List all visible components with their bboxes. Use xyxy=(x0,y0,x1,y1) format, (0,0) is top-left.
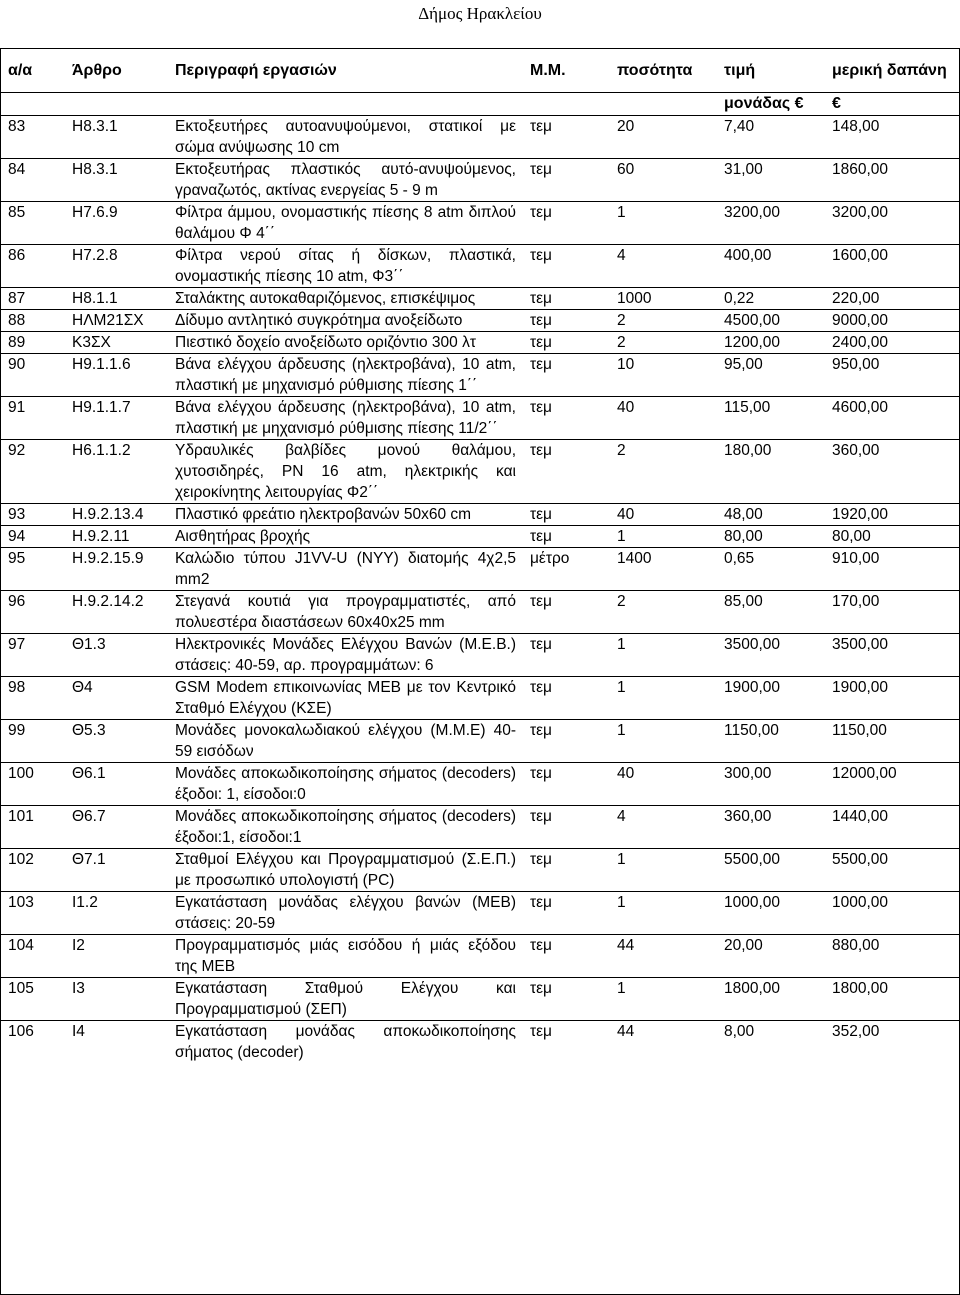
col-header-subtotal: μερική δαπάνη xyxy=(824,48,960,93)
table-row xyxy=(0,892,960,935)
unit-price-cell: 31,00 xyxy=(716,159,824,202)
row-number-cell: 89 xyxy=(0,332,64,354)
unit-price-cell: 7,40 xyxy=(716,116,824,159)
subtotal-cell: 5500,00 xyxy=(824,849,960,892)
article-code-cell: Η.9.2.13.4 xyxy=(64,504,167,526)
unit-of-measure-cell: τεμ xyxy=(522,159,609,202)
unit-of-measure-cell: τεμ xyxy=(522,354,609,397)
unit-of-measure-cell: τεμ xyxy=(522,332,609,354)
unit-of-measure-cell: τεμ xyxy=(522,397,609,440)
cost-table-container xyxy=(0,48,960,1063)
subtotal-cell: 880,00 xyxy=(824,935,960,978)
table-row xyxy=(0,310,960,332)
quantity-cell: 40 xyxy=(609,504,716,526)
unit-price-cell: 180,00 xyxy=(716,440,824,504)
table-row xyxy=(0,978,960,1021)
unit-of-measure-cell: τεμ xyxy=(522,288,609,310)
subtotal-cell: 1800,00 xyxy=(824,978,960,1021)
row-number-cell: 97 xyxy=(0,634,64,677)
quantity-cell: 1000 xyxy=(609,288,716,310)
article-code-cell: Ι2 xyxy=(64,935,167,978)
unit-of-measure-cell: τεμ xyxy=(522,202,609,245)
article-code-cell: Θ6.1 xyxy=(64,763,167,806)
quantity-cell: 40 xyxy=(609,397,716,440)
subtotal-cell: 910,00 xyxy=(824,548,960,591)
description-cell: Ηλεκτρονικές Μονάδες Ελέγχου Βανών (Μ.Ε.Β.) στάσεις: 40-59, αρ. προγραμμάτων: 6 xyxy=(167,634,522,677)
article-code-cell: Η8.3.1 xyxy=(64,159,167,202)
col-header-quantity: ποσότητα xyxy=(609,48,716,93)
unit-price-cell: 1900,00 xyxy=(716,677,824,720)
description-cell: Πιεστικό δοχείο ανοξείδωτο οριζόντιο 300 λτ xyxy=(167,332,522,354)
quantity-cell: 4 xyxy=(609,245,716,288)
article-code-cell: Θ5.3 xyxy=(64,720,167,763)
table-row xyxy=(0,332,960,354)
subtotal-cell: 1000,00 xyxy=(824,892,960,935)
quantity-cell: 1400 xyxy=(609,548,716,591)
subtotal-cell: 1900,00 xyxy=(824,677,960,720)
unit-price-cell: 300,00 xyxy=(716,763,824,806)
col-header-aa: α/α xyxy=(0,48,64,93)
subtotal-cell: 360,00 xyxy=(824,440,960,504)
table-row xyxy=(0,763,960,806)
subtotal-cell: 80,00 xyxy=(824,526,960,548)
table-row xyxy=(0,504,960,526)
unit-price-cell: 1200,00 xyxy=(716,332,824,354)
unit-price-cell: 400,00 xyxy=(716,245,824,288)
row-number-cell: 83 xyxy=(0,116,64,159)
description-cell: Υδραυλικές βαλβίδες μονού θαλάμου, χυτοσιδηρές, PN 16 atm, ηλεκτρικής και χειροκίνητης λειτουργίας Φ2΄΄ xyxy=(167,440,522,504)
subtotal-cell: 148,00 xyxy=(824,116,960,159)
subtotal-cell: 1860,00 xyxy=(824,159,960,202)
unit-price-cell: 20,00 xyxy=(716,935,824,978)
description-cell: Εκτοξευτήρας πλαστικός αυτό-ανυψούμενος, γραναζωτός, ακτίνας ενεργείας 5 - 9 m xyxy=(167,159,522,202)
table-row xyxy=(0,935,960,978)
row-number-cell: 92 xyxy=(0,440,64,504)
row-number-cell: 103 xyxy=(0,892,64,935)
quantity-cell: 1 xyxy=(609,720,716,763)
description-cell: Εγκατάσταση Σταθμού Ελέγχου και Προγραμματισμού (ΣΕΠ) xyxy=(167,978,522,1021)
quantity-cell: 1 xyxy=(609,526,716,548)
row-number-cell: 99 xyxy=(0,720,64,763)
table-row xyxy=(0,634,960,677)
table-row xyxy=(0,677,960,720)
unit-of-measure-cell: τεμ xyxy=(522,440,609,504)
article-code-cell: Η.9.2.15.9 xyxy=(64,548,167,591)
description-cell: Σταλάκτης αυτοκαθαριζόμενος, επισκέψιμος xyxy=(167,288,522,310)
article-code-cell: Η9.1.1.7 xyxy=(64,397,167,440)
article-code-cell: Η7.2.8 xyxy=(64,245,167,288)
col-header-price: τιμή xyxy=(716,48,824,93)
description-cell: Αισθητήρας βροχής xyxy=(167,526,522,548)
unit-price-cell: 0,65 xyxy=(716,548,824,591)
description-cell: Προγραμματισμός μιάς εισόδου ή μιάς εξόδου της ΜΕΒ xyxy=(167,935,522,978)
unit-of-measure-cell: μέτρο xyxy=(522,548,609,591)
row-number-cell: 94 xyxy=(0,526,64,548)
table-row xyxy=(0,354,960,397)
unit-price-cell: 360,00 xyxy=(716,806,824,849)
row-number-cell: 91 xyxy=(0,397,64,440)
unit-price-cell: 3500,00 xyxy=(716,634,824,677)
unit-price-cell: 0,22 xyxy=(716,288,824,310)
article-code-cell: Θ6.7 xyxy=(64,806,167,849)
col-header-unit: Μ.Μ. xyxy=(522,48,609,93)
description-cell: Μονάδες αποκωδικοποίησης σήματος (decoders) έξοδοι: 1, είσοδοι:0 xyxy=(167,763,522,806)
quantity-cell: 20 xyxy=(609,116,716,159)
row-number-cell: 98 xyxy=(0,677,64,720)
article-code-cell: Κ3ΣΧ xyxy=(64,332,167,354)
table-row xyxy=(0,159,960,202)
article-code-cell: Η9.1.1.6 xyxy=(64,354,167,397)
table-row xyxy=(0,849,960,892)
row-number-cell: 93 xyxy=(0,504,64,526)
unit-of-measure-cell: τεμ xyxy=(522,526,609,548)
table-row xyxy=(0,288,960,310)
description-cell: Στεγανά κουτιά για προγραμματιστές, από πολυεστέρα διαστάσεων 60x40x25 mm xyxy=(167,591,522,634)
description-cell: Καλώδιο τύπου J1VV-U (NYY) διατομής 4χ2,5 mm2 xyxy=(167,548,522,591)
description-cell: Φίλτρα νερού σίτας ή δίσκων, πλαστικά, ονομαστικής πίεσης 10 atm, Φ3΄΄ xyxy=(167,245,522,288)
table-row xyxy=(0,440,960,504)
unit-price-cell: 5500,00 xyxy=(716,849,824,892)
description-cell: Εγκατάσταση μονάδας αποκωδικοποίησης σήματος (decoder) xyxy=(167,1021,522,1064)
unit-of-measure-cell: τεμ xyxy=(522,591,609,634)
unit-of-measure-cell: τεμ xyxy=(522,806,609,849)
table-row xyxy=(0,591,960,634)
quantity-cell: 1 xyxy=(609,677,716,720)
unit-price-cell: 1800,00 xyxy=(716,978,824,1021)
unit-of-measure-cell: τεμ xyxy=(522,849,609,892)
unit-of-measure-cell: τεμ xyxy=(522,310,609,332)
unit-price-cell: 1000,00 xyxy=(716,892,824,935)
subtotal-cell: 2400,00 xyxy=(824,332,960,354)
article-code-cell: Η7.6.9 xyxy=(64,202,167,245)
subtotal-cell: 220,00 xyxy=(824,288,960,310)
unit-price-caption: μονάδας € xyxy=(716,93,824,116)
cost-table xyxy=(0,48,960,1063)
row-number-cell: 106 xyxy=(0,1021,64,1064)
description-cell: Μονάδες μονοκαλωδιακού ελέγχου (Μ.Μ.Ε) 40-59 εισόδων xyxy=(167,720,522,763)
row-number-cell: 84 xyxy=(0,159,64,202)
subtotal-cell: 4600,00 xyxy=(824,397,960,440)
row-number-cell: 95 xyxy=(0,548,64,591)
unit-of-measure-cell: τεμ xyxy=(522,1021,609,1064)
quantity-cell: 2 xyxy=(609,332,716,354)
unit-price-cell: 48,00 xyxy=(716,504,824,526)
subtotal-cell: 1150,00 xyxy=(824,720,960,763)
table-subheader-row xyxy=(0,93,960,116)
quantity-cell: 1 xyxy=(609,978,716,1021)
quantity-cell: 44 xyxy=(609,1021,716,1064)
row-number-cell: 101 xyxy=(0,806,64,849)
description-cell: Σταθμοί Ελέγχου και Προγραμματισμού (Σ.Ε.Π.) με προσωπικό υπολογιστή (PC) xyxy=(167,849,522,892)
unit-of-measure-cell: τεμ xyxy=(522,504,609,526)
col-header-description: Περιγραφή εργασιών xyxy=(167,48,522,93)
unit-price-cell: 85,00 xyxy=(716,591,824,634)
quantity-cell: 40 xyxy=(609,763,716,806)
table-row xyxy=(0,1021,960,1064)
table-header-row xyxy=(0,48,960,93)
unit-price-cell: 4500,00 xyxy=(716,310,824,332)
description-cell: Πλαστικό φρεάτιο ηλεκτροβανών 50x60 cm xyxy=(167,504,522,526)
table-row xyxy=(0,397,960,440)
quantity-cell: 2 xyxy=(609,591,716,634)
unit-price-cell: 95,00 xyxy=(716,354,824,397)
description-cell: Εγκατάσταση μονάδας ελέγχου βανών (ΜΕΒ) στάσεις: 20-59 xyxy=(167,892,522,935)
article-code-cell: Ι4 xyxy=(64,1021,167,1064)
quantity-cell: 1 xyxy=(609,202,716,245)
unit-price-cell: 3200,00 xyxy=(716,202,824,245)
subtotal-cell: 950,00 xyxy=(824,354,960,397)
quantity-cell: 60 xyxy=(609,159,716,202)
article-code-cell: Η.9.2.11 xyxy=(64,526,167,548)
subtotal-cell: 170,00 xyxy=(824,591,960,634)
subtotal-cell: 1920,00 xyxy=(824,504,960,526)
article-code-cell: Θ1.3 xyxy=(64,634,167,677)
subtotal-cell: 352,00 xyxy=(824,1021,960,1064)
unit-of-measure-cell: τεμ xyxy=(522,763,609,806)
article-code-cell: Θ4 xyxy=(64,677,167,720)
row-number-cell: 104 xyxy=(0,935,64,978)
subtotal-cell: 1600,00 xyxy=(824,245,960,288)
description-cell: Δίδυμο αντλητικό συγκρότημα ανοξείδωτο xyxy=(167,310,522,332)
subtotal-cell: 1440,00 xyxy=(824,806,960,849)
description-cell: Φίλτρα άμμου, ονομαστικής πίεσης 8 atm διπλού θαλάμου Φ 4΄΄ xyxy=(167,202,522,245)
row-number-cell: 90 xyxy=(0,354,64,397)
subtotal-cell: 3500,00 xyxy=(824,634,960,677)
table-row xyxy=(0,116,960,159)
quantity-cell: 2 xyxy=(609,310,716,332)
subtotal-cell: 9000,00 xyxy=(824,310,960,332)
description-cell: Εκτοξευτήρες αυτοανυψούμενοι, στατικοί με σώμα ανύψωσης 10 cm xyxy=(167,116,522,159)
unit-price-cell: 8,00 xyxy=(716,1021,824,1064)
page-title: Δήμος Ηρακλείου xyxy=(418,4,542,23)
subtotal-cell: 12000,00 xyxy=(824,763,960,806)
article-code-cell: Ι3 xyxy=(64,978,167,1021)
article-code-cell: ΗΛΜ21ΣΧ xyxy=(64,310,167,332)
unit-of-measure-cell: τεμ xyxy=(522,978,609,1021)
quantity-cell: 10 xyxy=(609,354,716,397)
article-code-cell: Η6.1.1.2 xyxy=(64,440,167,504)
article-code-cell: Ι1.2 xyxy=(64,892,167,935)
quantity-cell: 4 xyxy=(609,806,716,849)
unit-of-measure-cell: τεμ xyxy=(522,935,609,978)
unit-price-cell: 80,00 xyxy=(716,526,824,548)
row-number-cell: 96 xyxy=(0,591,64,634)
quantity-cell: 44 xyxy=(609,935,716,978)
unit-of-measure-cell: τεμ xyxy=(522,634,609,677)
row-number-cell: 105 xyxy=(0,978,64,1021)
subtotal-currency-caption: € xyxy=(824,93,960,116)
description-cell: Βάνα ελέγχου άρδευσης (ηλεκτροβάνα), 10 atm, πλαστική με μηχανισμό ρύθμισης πίεσης 1΄΄ xyxy=(167,354,522,397)
unit-of-measure-cell: τεμ xyxy=(522,720,609,763)
col-header-article: Άρθρο xyxy=(64,48,167,93)
unit-of-measure-cell: τεμ xyxy=(522,892,609,935)
article-code-cell: Η8.3.1 xyxy=(64,116,167,159)
unit-of-measure-cell: τεμ xyxy=(522,245,609,288)
description-cell: Μονάδες αποκωδικοποίησης σήματος (decoders) έξοδοι:1, είσοδοι:1 xyxy=(167,806,522,849)
unit-of-measure-cell: τεμ xyxy=(522,677,609,720)
unit-price-cell: 115,00 xyxy=(716,397,824,440)
row-number-cell: 102 xyxy=(0,849,64,892)
unit-of-measure-cell: τεμ xyxy=(522,116,609,159)
quantity-cell: 1 xyxy=(609,849,716,892)
table-row xyxy=(0,806,960,849)
unit-price-cell: 1150,00 xyxy=(716,720,824,763)
row-number-cell: 85 xyxy=(0,202,64,245)
quantity-cell: 1 xyxy=(609,892,716,935)
article-code-cell: Η8.1.1 xyxy=(64,288,167,310)
table-row xyxy=(0,202,960,245)
description-cell: Βάνα ελέγχου άρδευσης (ηλεκτροβάνα), 10 atm, πλαστική με μηχανισμό ρύθμισης πίεσης 11/2΄΄ xyxy=(167,397,522,440)
article-code-cell: Θ7.1 xyxy=(64,849,167,892)
quantity-cell: 1 xyxy=(609,634,716,677)
subtotal-cell: 3200,00 xyxy=(824,202,960,245)
table-row xyxy=(0,245,960,288)
table-row xyxy=(0,526,960,548)
row-number-cell: 100 xyxy=(0,763,64,806)
row-number-cell: 88 xyxy=(0,310,64,332)
table-row xyxy=(0,720,960,763)
quantity-cell: 2 xyxy=(609,440,716,504)
description-cell: GSM Modem επικοινωνίας ΜΕΒ με τον Κεντρικό Σταθμό Ελέγχου (ΚΣΕ) xyxy=(167,677,522,720)
row-number-cell: 87 xyxy=(0,288,64,310)
row-number-cell: 86 xyxy=(0,245,64,288)
table-row xyxy=(0,548,960,591)
article-code-cell: Η.9.2.14.2 xyxy=(64,591,167,634)
